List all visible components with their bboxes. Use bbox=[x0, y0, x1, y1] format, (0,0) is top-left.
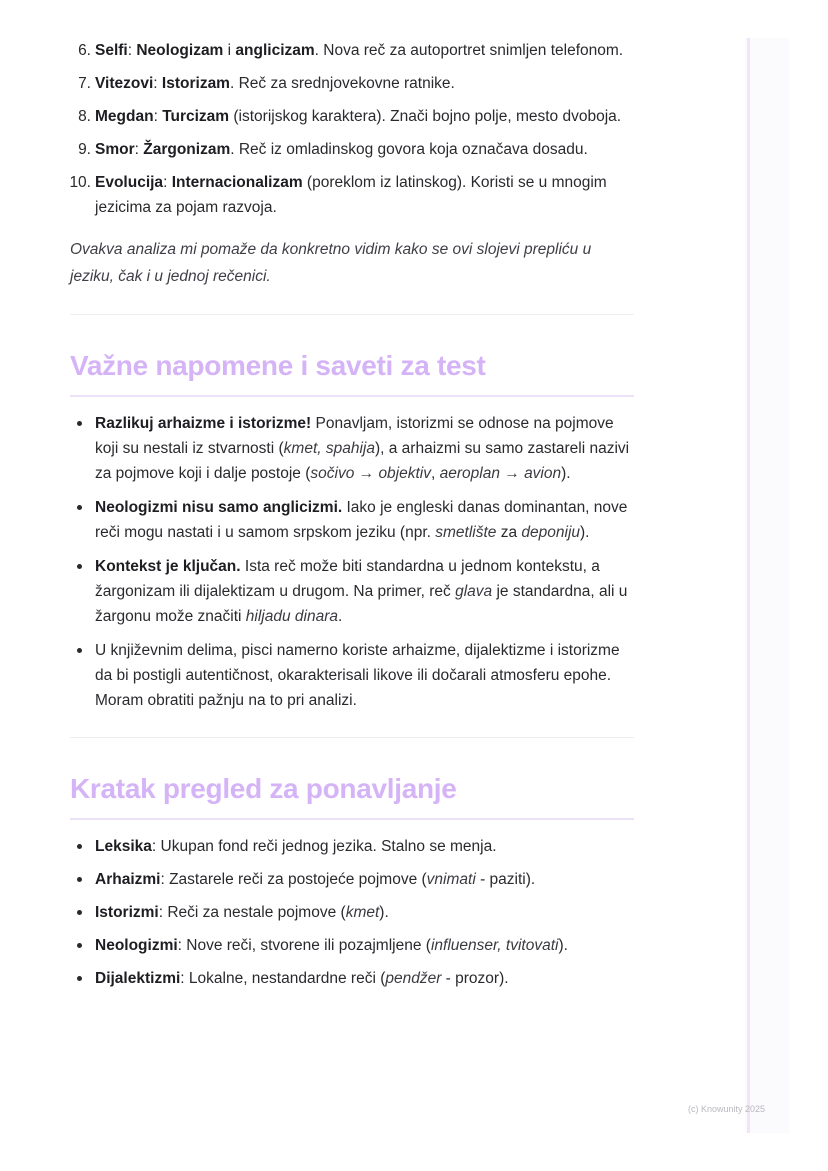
term: Selfi bbox=[95, 42, 128, 59]
term: Smor bbox=[95, 141, 135, 158]
category: Internacionalizam bbox=[171, 174, 303, 191]
term: Vitezovi bbox=[95, 75, 154, 92]
term: Evolucija bbox=[95, 174, 164, 191]
list-number: 6. bbox=[78, 42, 91, 59]
examples-numbered-list bbox=[70, 38, 634, 220]
copyright-footer: (c) Knowunity 2025 bbox=[688, 1104, 766, 1114]
section-heading-tips: Važne napomene i saveti za test bbox=[70, 349, 634, 397]
list-item: 8. Megdan: Turcizam (istorijskog karaktera). Znači bojno polje, mesto dvoboja. bbox=[95, 104, 634, 129]
list-number: 8. bbox=[78, 108, 91, 125]
section-divider bbox=[70, 314, 634, 315]
list-item: Kontekst je ključan. Ista reč može biti standardna u jednom kontekstu, a žargonizam ili dijalektizam u drugom. Na primer, reč glava je standardna, ali u žargonu može značiti hiljadu dinara. bbox=[95, 554, 634, 629]
list-item: 10. Evolucija: Internacionalizam (poreklom iz latinskog). Koristi se u mnogim jezicima za pojam razvoja. bbox=[95, 170, 634, 220]
list-number: 9. bbox=[78, 141, 91, 158]
list-number: 10. bbox=[69, 174, 91, 191]
category: Neologizam bbox=[136, 42, 224, 59]
category: anglicizam bbox=[235, 42, 315, 59]
tips-bullet-list bbox=[70, 411, 634, 713]
list-item: U književnim delima, pisci namerno koriste arhaizme, dijalektizme i istorizme da bi postigli autentičnost, okarakterisali likove ili dočarali atmosferu epohe. Moram obratiti pažnju na to pri analizi. bbox=[95, 638, 634, 713]
category: Turcizam bbox=[162, 108, 230, 125]
list-item: Dijalektizmi: Lokalne, nestandardne reči (pendžer - prozor). bbox=[95, 966, 634, 991]
list-item: Neologizmi nisu samo anglicizmi. Iako je engleski danas dominantan, nove reči mogu nastati i u samom srpskom jeziku (npr. smetlište za deponiju). bbox=[95, 495, 634, 545]
list-item: 9. Smor: Žargonizam. Reč iz omladinskog govora koja označava dosadu. bbox=[95, 137, 634, 162]
list-item: 7. Vitezovi: Istorizam. Reč za srednjovekovne ratnike. bbox=[95, 71, 634, 96]
list-item: 6. Selfi: Neologizam i anglicizam. Nova reč za autoportret snimljen telefonom. bbox=[95, 38, 634, 63]
side-accent-line bbox=[747, 38, 750, 1133]
list-item: Razlikuj arhaizme i istorizme! Ponavljam, istorizmi se odnose na pojmove koji su nestali iz stvarnosti (kmet, spahija), a arhaizmi su samo zastareli nazivi za pojmove koji i dalje postoje (sočivo → objektiv, aeroplan → avion). bbox=[95, 411, 634, 486]
review-bullet-list bbox=[70, 834, 634, 991]
list-item: Leksika: Ukupan fond reči jednog jezika. Stalno se menja. bbox=[95, 834, 634, 859]
term: Megdan bbox=[95, 108, 154, 125]
category: Žargonizam bbox=[143, 141, 231, 158]
section-divider bbox=[70, 737, 634, 738]
list-item: Arhaizmi: Zastarele reči za postojeće pojmove (vnimati - paziti). bbox=[95, 867, 634, 892]
category: Istorizam bbox=[161, 75, 230, 92]
side-panel bbox=[745, 38, 789, 1133]
section-heading-review: Kratak pregled za ponavljanje bbox=[70, 772, 634, 820]
list-item: Neologizmi: Nove reči, stvorene ili pozajmljene (influenser, tvitovati). bbox=[95, 933, 634, 958]
analysis-note: Ovakva analiza mi pomaže da konkretno vidim kako se ovi slojevi prepliću u jeziku, čak i u jednoj rečenici. bbox=[70, 241, 592, 285]
document-page bbox=[70, 30, 634, 999]
list-number: 7. bbox=[78, 75, 91, 92]
list-item: Istorizmi: Reči za nestale pojmove (kmet). bbox=[95, 900, 634, 925]
